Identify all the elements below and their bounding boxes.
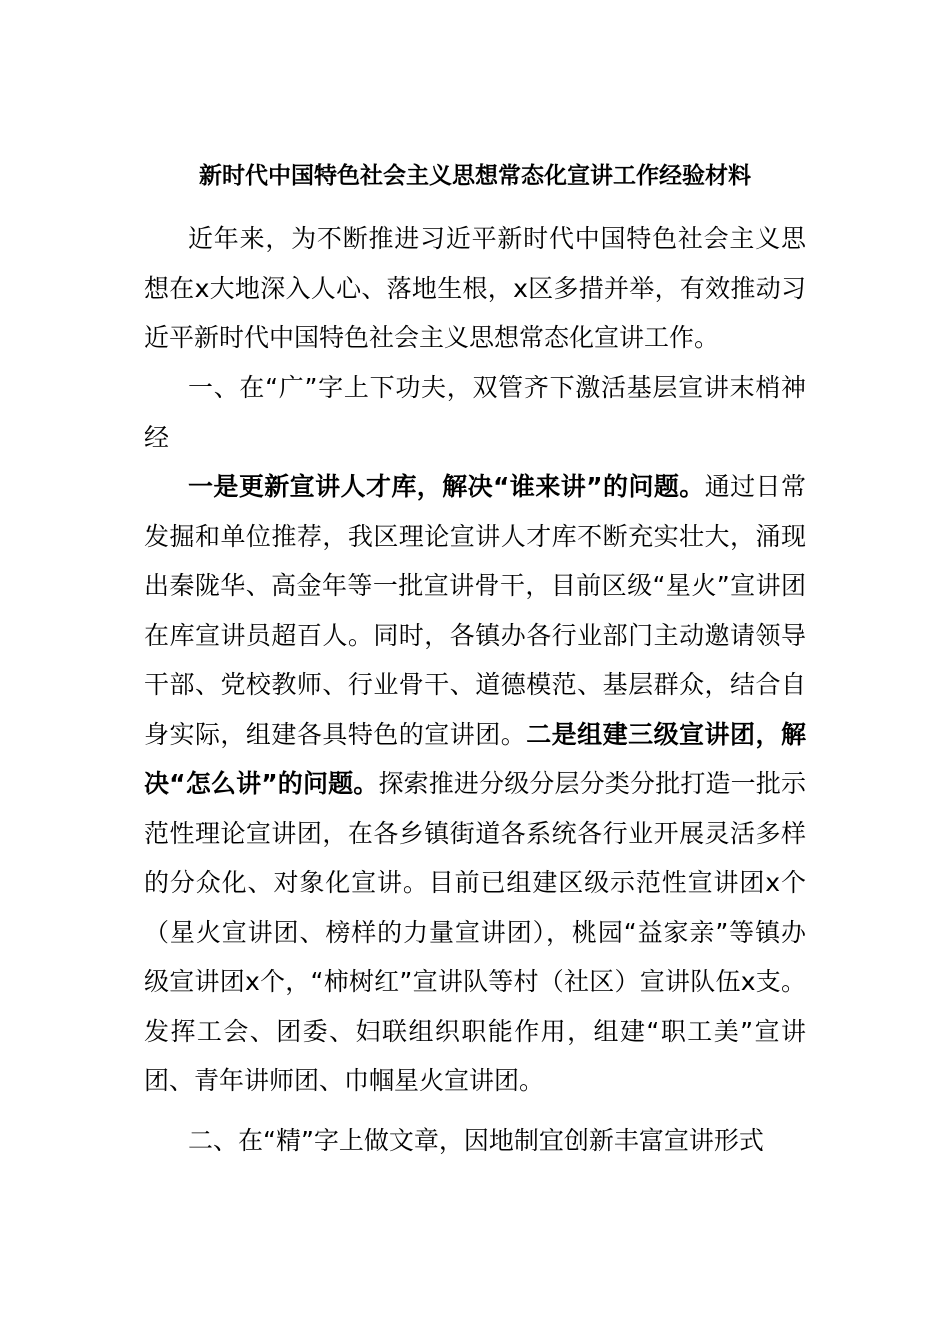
point-2-text: 探索推进分级分层分类分批打造一批示范性理论宣讲团，在各乡镇街道各系统各行业开展灵活多样的分众化、对象化宣讲。目前已组建区级示范性宣讲团x个（星火宣讲团、榜样的力量宣讲团），桃园“益家亲”等镇办级宣讲团x个，“柿树红”宣讲队等村（社区）宣讲队伍x支。发挥工会、团委、妇联组织职能作用，组建“职工美”宣讲团、青年讲师团、巾帼星火宣讲团。 [144, 769, 806, 1095]
point-1-heading: 一是更新宣讲人才库，解决“谁来讲”的问题。 [188, 472, 705, 501]
point-2-heading: 二是组建三级宣讲团，解决“怎么讲”的问题。 [144, 719, 806, 798]
section-2-heading: 二、在“精”字上做文章，因地制宜创新丰富宣讲形式 [188, 1126, 764, 1155]
section-1-heading: 一、在“广”字上下功夫，双管齐下激活基层宣讲末梢神经 [144, 373, 806, 452]
point-1-text: 通过日常发掘和单位推荐，我区理论宣讲人才库不断充实壮大，涌现出秦陇华、高金年等一批宣讲骨干，目前区级“星火”宣讲团在库宣讲员超百人。同时，各镇办各行业部门主动邀请领导干部、党校教师、行业骨干、道德模范、基层群众，结合自身实际，组建各具特色的宣讲团。 [144, 472, 806, 749]
section-1-body [144, 462, 806, 1106]
document-title: 新时代中国特色社会主义思想常态化宣讲工作经验材料 [199, 163, 751, 189]
intro-paragraph: 近年来，为不断推进习近平新时代中国特色社会主义思想在x大地深入人心、落地生根，x区多措并举，有效推动习近平新时代中国特色社会主义思想常态化宣讲工作。 [144, 224, 806, 352]
